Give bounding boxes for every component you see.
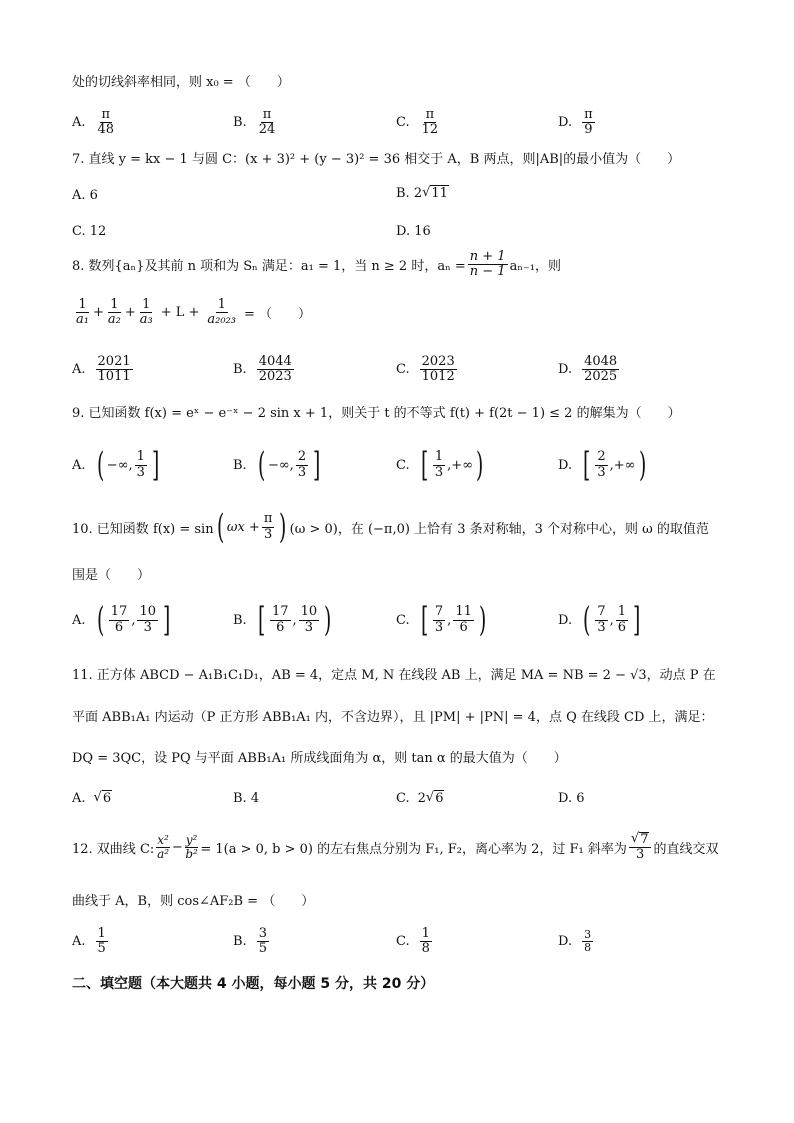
close-paren: ) <box>324 600 332 640</box>
q12-stem <box>72 832 718 863</box>
numerator: 1 <box>434 449 444 465</box>
q8-sum-expression: $\frac{1}{\text{a₁}}$ + $\frac{1}{\text{a₂}}$ + $\frac{1}{\text{a₃}}$ + L + $\frac{1}{\text{a₂₀₂₃}}$ = （ ） <box>76 297 312 328</box>
q12-stem-part-c: 的直线交双 <box>653 841 719 857</box>
upper-fraction <box>453 605 474 635</box>
open-bracket: [ <box>420 445 428 485</box>
sum-ellipsis: + L + <box>160 305 200 321</box>
denominator: 6 <box>276 619 285 635</box>
numerator: π <box>101 107 111 122</box>
denominator: 3 <box>434 619 444 635</box>
lower-fraction <box>270 605 291 635</box>
option-fraction <box>296 450 308 480</box>
option-fraction <box>582 108 595 138</box>
close-bracket: ] <box>163 600 171 640</box>
close-paren: ) <box>478 600 487 640</box>
close-paren: ) <box>638 445 646 485</box>
lower-fraction <box>595 605 607 635</box>
numerator: 2 <box>597 449 606 465</box>
q9-option-b <box>233 445 323 485</box>
open-bracket: [ <box>420 600 428 640</box>
upper-fraction <box>299 605 320 635</box>
option-label: D. <box>558 115 573 131</box>
sqrt: √ 6 <box>425 790 444 806</box>
denominator: 48 <box>97 122 115 138</box>
interval-upper: ,+∞ <box>609 457 636 473</box>
denominator: a₃ <box>139 312 153 328</box>
minus-sign: − <box>171 839 183 855</box>
numerator: 17 <box>271 604 289 620</box>
denominator: 8 <box>584 941 592 955</box>
q7-stem: 7. 直线 y = kx − 1 与圆 C：(x + 3)² + (y − 3)² = 36 相交于 A，B 两点，则|AB|的最小值为（ ） <box>72 152 681 167</box>
q10-stem-continued: 围是（ ） <box>72 568 151 583</box>
q12-option-a <box>72 927 110 957</box>
sum-term-2 <box>106 298 123 328</box>
denominator: 6 <box>459 619 468 635</box>
option-label: B. <box>233 362 247 378</box>
numerator: 11 <box>455 604 472 620</box>
option-fraction <box>135 450 147 480</box>
sqrt: √ 7 <box>630 831 649 847</box>
q10-stem <box>72 507 709 547</box>
option-fraction <box>582 929 593 954</box>
option-fraction <box>96 108 117 138</box>
open-bracket: [ <box>583 445 591 485</box>
close-bracket: ] <box>151 445 160 485</box>
lower-fraction <box>109 605 130 635</box>
denominator: b² <box>185 846 198 861</box>
denominator: 3 <box>597 619 606 635</box>
sqrt: √ 6 <box>93 790 112 806</box>
sum-tail: = （ ） <box>244 307 312 323</box>
interval-lower: −∞, <box>106 457 133 473</box>
denominator: 3 <box>143 619 152 635</box>
x2-over-a2 <box>156 834 170 860</box>
sum-term-1 <box>74 298 91 328</box>
numerator: 1 <box>421 926 430 941</box>
q11-option-c <box>396 790 444 806</box>
option-label: B. 2 <box>396 185 423 201</box>
interval-upper: ,+∞ <box>447 457 474 473</box>
denominator: 24 <box>258 122 276 138</box>
radicand: 7 <box>640 832 649 847</box>
option-label: D. <box>558 934 573 950</box>
denominator: 3 <box>597 464 606 480</box>
section-heading: 二、填空题（本大题共 4 小题，每小题 5 分，共 20 分） <box>72 976 435 992</box>
q9-option-c <box>396 445 486 485</box>
numerator: 1 <box>110 297 119 312</box>
option-label: B. <box>233 115 247 131</box>
numerator: 2021 <box>97 354 131 369</box>
q9-option-a <box>72 445 162 485</box>
option-label: A. <box>72 457 86 473</box>
denominator: a₂ <box>107 312 121 328</box>
q11-stem-line3: DQ = 3QC，设 PQ 与平面 ABB₁A₁ 所成线面角为 α，则 tan α 的最大值为（ ） <box>72 751 567 766</box>
option-label: D. 6 <box>558 791 585 806</box>
q7-option-b <box>396 185 449 201</box>
q8-recurrence-fraction <box>468 250 508 280</box>
q10-inner-expression: ωx + <box>226 519 260 535</box>
upper-fraction <box>616 605 628 635</box>
q7-option-a <box>72 188 98 203</box>
q11-stem-line2: 平面 ABB₁A₁ 内运动（P 正方形 ABB₁A₁ 内，不含边界），且 |PM| + |PN| = 4，点 Q 在线段 CD 上，满足： <box>72 710 714 725</box>
interval-lower: −∞, <box>267 457 294 473</box>
numerator: 4048 <box>584 354 618 369</box>
lower-fraction <box>433 605 445 635</box>
option-label: D. <box>558 457 573 473</box>
q12-stem-part-a: 12. 双曲线 C: <box>72 841 155 857</box>
close-paren: ) <box>476 445 484 485</box>
numerator: 17 <box>110 604 128 620</box>
numerator: 2 <box>297 449 307 465</box>
option-label: C. 12 <box>72 224 107 239</box>
denominator: 12 <box>421 122 439 138</box>
option-fraction <box>257 927 269 957</box>
option-fraction <box>257 108 278 138</box>
option-label: A. <box>72 115 86 131</box>
denominator: 9 <box>584 122 593 138</box>
option-label: B. <box>233 934 247 950</box>
option-label: D. 16 <box>396 224 431 239</box>
option-fraction <box>420 108 441 138</box>
numerator: y² <box>185 833 198 848</box>
numerator: 1 <box>217 297 226 312</box>
denominator: 3 <box>136 464 145 480</box>
option-label: D. <box>558 362 573 378</box>
option-fraction <box>257 355 294 385</box>
numerator: 1 <box>136 449 145 465</box>
upper-fraction <box>137 605 158 635</box>
option-fraction <box>420 927 432 957</box>
denominator: 8 <box>421 941 430 957</box>
y2-over-b2 <box>185 834 199 860</box>
q8-stem <box>72 250 561 280</box>
option-fraction <box>582 355 619 385</box>
numerator: 1 <box>617 604 627 620</box>
numerator: 4044 <box>258 354 292 369</box>
q6-option-b <box>233 108 279 138</box>
denominator: a² <box>157 846 170 861</box>
option-label: C. <box>396 612 410 628</box>
denominator: 3 <box>304 619 314 635</box>
sum-term-last <box>205 298 238 328</box>
numerator: π <box>263 511 273 527</box>
q9-stem: 9. 已知函数 f(x) = eˣ − e⁻ˣ − 2 sin x + 1，则关于 t 的不等式 f(t) + f(2t − 1) ≤ 2 的解集为（ ） <box>72 406 681 421</box>
q8-option-c <box>396 355 459 385</box>
numerator: x² <box>157 833 169 848</box>
numerator: 1 <box>97 926 106 941</box>
open-paren: ( <box>583 600 591 640</box>
q11-option-d <box>558 791 585 806</box>
coefficient: 2 <box>417 790 426 806</box>
denominator: 1011 <box>97 369 131 385</box>
q12-stem-line2: 曲线于 A，B，则 cos∠AF₂B = （ ） <box>72 894 315 909</box>
numerator: 3 <box>584 928 592 941</box>
denominator: 5 <box>258 941 267 957</box>
slope-fraction <box>629 832 652 863</box>
close-bracket: ] <box>633 600 641 640</box>
denominator: 2025 <box>584 369 618 385</box>
close-paren: ) <box>279 507 287 547</box>
numerator: n + 1 <box>469 249 506 264</box>
option-fraction <box>96 355 133 385</box>
option-label: C. <box>396 115 410 131</box>
sqrt: √ 11 <box>422 185 448 201</box>
option-label: A. 6 <box>72 188 98 203</box>
q6-option-d <box>558 108 597 138</box>
denominator: 3 <box>636 847 645 863</box>
option-fraction <box>420 355 457 385</box>
q8-option-b <box>233 355 296 385</box>
q10-option-b: B. [ $\frac{17}{6}$ , $\frac{10}{3}$ ) <box>233 600 332 640</box>
radicand: 6 <box>102 791 112 806</box>
q12-option-c <box>396 927 434 957</box>
option-label: C. <box>396 457 410 473</box>
radicand: 6 <box>435 791 444 806</box>
numerator: 3 <box>258 926 267 941</box>
numerator: π <box>425 107 435 122</box>
q11-option-a <box>72 790 112 806</box>
q12-stem-part-b: = 1(a > 0, b > 0) 的左右焦点分别为 F₁, F₂，离心率为 2，过 F₁ 斜率为 <box>200 841 627 857</box>
numerator: 2023 <box>421 354 455 369</box>
q6-stem: 处的切线斜率相同，则 x₀ = （ ） <box>72 75 290 90</box>
open-paren: ( <box>96 445 104 485</box>
numerator: 10 <box>300 604 318 620</box>
q11-option-b <box>233 791 259 806</box>
option-label: A. <box>72 790 86 806</box>
denominator: a₂₀₂₃ <box>207 312 237 328</box>
q6-option-a <box>72 108 118 138</box>
numerator: 1 <box>78 297 87 312</box>
q9-option-d <box>558 445 649 485</box>
open-paren: ( <box>216 507 224 547</box>
q8-stem-part-b: aₙ₋₁，则 <box>509 259 562 275</box>
denominator: n − 1 <box>469 264 506 280</box>
q10-option-a: A. ( $\frac{17}{6}$ , $\frac{10}{3}$ ] <box>72 600 171 640</box>
q7-option-c <box>72 224 106 239</box>
option-label: A. <box>72 362 86 378</box>
denominator: 6 <box>617 619 627 635</box>
denominator: 3 <box>263 526 273 542</box>
q10-option-c: C. [ $\frac{7}{3}$ , $\frac{11}{6}$ ) <box>396 600 487 640</box>
q10-stem-part-b: (ω > 0)，在 (−π,0) 上恰有 3 条对称轴，3 个对称中心，则 ω 的取值范 <box>289 521 709 537</box>
denominator: 1012 <box>421 369 455 385</box>
open-bracket: [ <box>257 600 265 640</box>
option-label: B. <box>233 612 247 628</box>
q8-stem-part-a: 8. 数列{aₙ}及其前 n 项和为 Sₙ 满足：a₁ = 1，当 n ≥ 2 时，aₙ = <box>72 259 466 275</box>
option-label: D. <box>558 612 573 628</box>
numerator: 7 <box>597 604 606 620</box>
option-label: C. <box>396 934 410 950</box>
denominator: 5 <box>97 941 106 957</box>
q8-option-a <box>72 355 135 385</box>
numerator: π <box>584 107 593 122</box>
denominator: 2023 <box>258 369 292 385</box>
option-label: A. <box>72 612 86 628</box>
numerator: 10 <box>139 604 157 620</box>
option-label: C. <box>396 362 410 378</box>
open-paren: ( <box>257 445 265 485</box>
radicand: 11 <box>431 186 448 201</box>
q12-option-d <box>558 929 595 954</box>
q10-option-d: D. ( $\frac{7}{3}$ , $\frac{1}{6}$ ] <box>558 600 641 640</box>
option-fraction <box>595 450 607 480</box>
option-label: A. <box>72 934 86 950</box>
option-label: C. <box>396 790 410 806</box>
numerator: 1 <box>142 297 151 312</box>
q6-option-c <box>396 108 442 138</box>
q11-stem-line1: 11. 正方体 ABCD − A₁B₁C₁D₁，AB = 4，定点 M, N 在线段 AB 上，满足 MA = NB = 2 − √3，动点 P 在 <box>72 668 716 683</box>
sum-term-3 <box>138 298 155 328</box>
numerator: π <box>262 107 272 122</box>
open-paren: ( <box>96 600 104 640</box>
close-bracket: ] <box>313 445 321 485</box>
q12-option-b <box>233 927 271 957</box>
q10-phase-fraction <box>262 512 275 542</box>
numerator: 7 <box>434 604 444 620</box>
denominator: a₁ <box>76 312 89 328</box>
denominator: 3 <box>297 464 307 480</box>
q8-option-d <box>558 355 621 385</box>
option-label: B. 4 <box>233 791 260 806</box>
q7-option-d <box>396 224 431 239</box>
option-fraction <box>433 450 445 480</box>
denominator: 6 <box>114 619 124 635</box>
option-fraction <box>96 927 108 957</box>
q10-stem-part-a: 10. 已知函数 f(x) = sin <box>72 521 214 537</box>
option-label: B. <box>233 457 247 473</box>
denominator: 3 <box>434 464 444 480</box>
